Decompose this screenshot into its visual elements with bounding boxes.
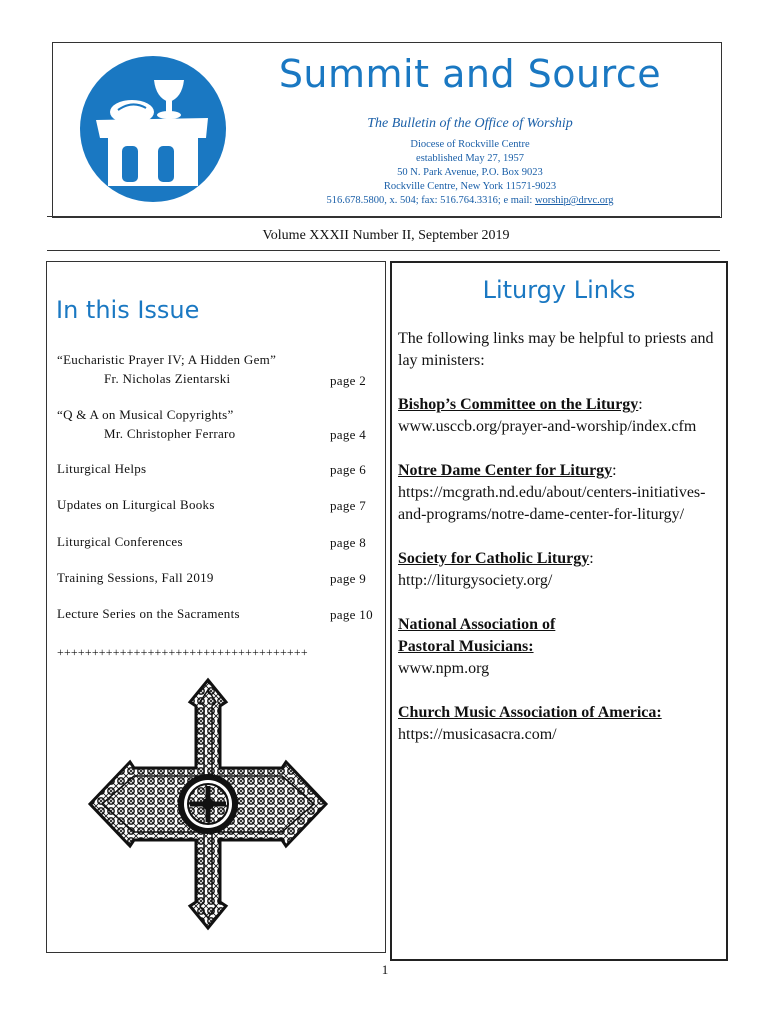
toc-item-title: Liturgical Conferences bbox=[57, 534, 183, 549]
toc-item-author: Mr. Christopher Ferraro bbox=[104, 426, 236, 441]
address-line: 50 N. Park Avenue, P.O. Box 9023 bbox=[397, 167, 543, 178]
toc-item-author: Fr. Nicholas Zientarski bbox=[104, 371, 231, 386]
links-body bbox=[398, 328, 720, 768]
link-entry: Notre Dame Center for Liturgy: https://mcgrath.nd.edu/about/centers-initiatives-and-programs/notre-dame-center-for-liturgy/ bbox=[398, 462, 706, 523]
link-url[interactable]: https://mcgrath.nd.edu/about/centers-initiatives-and-programs/notre-dame-center-for-liturgy/ bbox=[398, 484, 706, 523]
link-url[interactable]: www.usccb.org/prayer-and-worship/index.cfm bbox=[398, 418, 697, 435]
page-number: 1 bbox=[381, 962, 389, 977]
link-entry: Society for Catholic Liturgy: http://liturgysociety.org/ bbox=[398, 550, 594, 589]
volume-rule bbox=[47, 250, 720, 251]
link-name: Bishop’s Committee on the Liturgy bbox=[398, 396, 639, 413]
link-name: Church Music Association of America: bbox=[398, 704, 662, 721]
link-entry: Bishop’s Committee on the Liturgy: www.usccb.org/prayer-and-worship/index.cfm bbox=[398, 396, 697, 435]
link-entry bbox=[398, 702, 720, 746]
links-title: Liturgy Links bbox=[482, 276, 636, 304]
separator-line: ++++++++++++++++++++++++++++++++++++ bbox=[57, 645, 308, 659]
toc-item-page: page 4 bbox=[330, 427, 367, 442]
contact-line: 516.678.5800, x. 504; fax: 516.764.3316; e mail: worship@drvc.org bbox=[326, 195, 614, 206]
toc-item-page: page 7 bbox=[330, 498, 367, 513]
volume-line: Volume XXXII Number II, September 2019 bbox=[262, 228, 510, 243]
link-entry bbox=[398, 614, 720, 680]
toc-item-page: page 8 bbox=[330, 535, 367, 550]
link-name: Notre Dame Center for Liturgy bbox=[398, 462, 613, 479]
toc-item-page: page 10 bbox=[330, 607, 373, 622]
toc-item-title: Lecture Series on the Sacraments bbox=[57, 606, 240, 621]
contents-title: In this Issue bbox=[56, 296, 200, 324]
toc-item-page: page 6 bbox=[330, 462, 367, 477]
links-intro: The following links may be helpful to priests and lay ministers: bbox=[398, 330, 714, 369]
link-name: Society for Catholic Liturgy bbox=[398, 550, 590, 567]
newsletter-subtitle: The Bulletin of the Office of Worship bbox=[367, 116, 573, 131]
toc-item-page: page 9 bbox=[330, 571, 367, 586]
link-url[interactable]: http://liturgysociety.org/ bbox=[398, 572, 553, 589]
toc-item-title: “Q & A on Musical Copyrights” bbox=[57, 407, 234, 422]
ornate-coptic-cross-icon bbox=[86, 676, 330, 932]
toc-item-title: Liturgical Helps bbox=[57, 461, 147, 476]
link-url[interactable]: https://musicasacra.com/ bbox=[398, 726, 557, 743]
link-name: National Association of Pastoral Musicians: bbox=[398, 616, 556, 655]
email-link[interactable]: worship@drvc.org bbox=[534, 195, 614, 206]
toc-item-title: Updates on Liturgical Books bbox=[57, 497, 215, 512]
address-line: established May 27, 1957 bbox=[416, 153, 524, 164]
masthead-rule bbox=[47, 216, 720, 217]
toc-item-page: page 2 bbox=[330, 373, 367, 388]
address-line: Rockville Centre, New York 11571-9023 bbox=[383, 181, 557, 192]
link-url[interactable]: www.npm.org bbox=[398, 660, 490, 677]
address-line: Diocese of Rockville Centre bbox=[410, 139, 530, 150]
toc-item-title: Training Sessions, Fall 2019 bbox=[57, 570, 214, 585]
newsletter-title: Summit and Source bbox=[278, 52, 662, 96]
toc-item-title: “Eucharistic Prayer IV; A Hidden Gem” bbox=[57, 352, 277, 367]
chalice-altar-logo-icon bbox=[78, 54, 228, 204]
